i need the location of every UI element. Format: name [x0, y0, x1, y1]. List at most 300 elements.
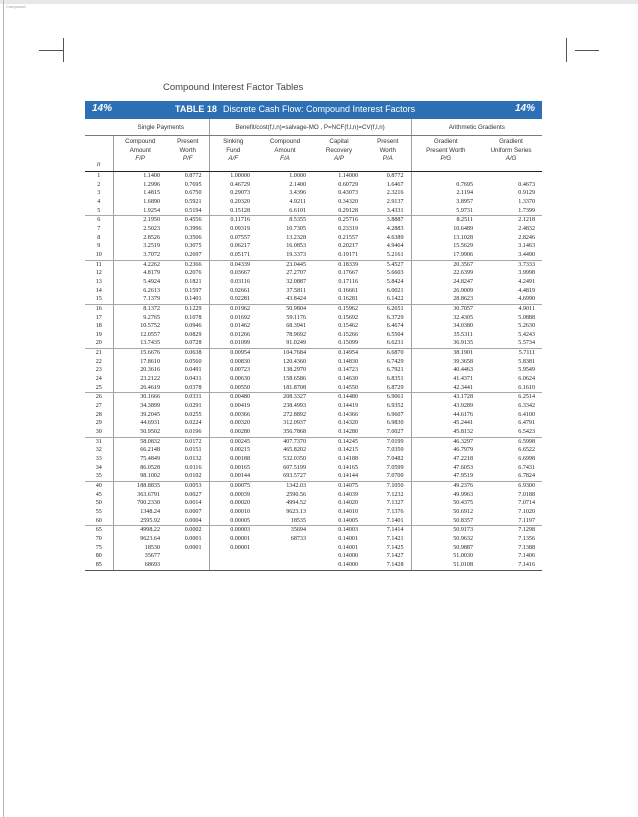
factor-cell: 356.7868	[257, 428, 313, 437]
factor-cell: 3.2519	[113, 242, 167, 251]
period-cell: 32	[95, 447, 102, 454]
factor-cell: 23.2122	[113, 375, 167, 384]
factor-cell: 0.09319	[209, 225, 257, 234]
period-cell: 11	[95, 261, 102, 268]
column-header	[167, 136, 209, 172]
factor-cell: 0.15266	[338, 331, 358, 338]
table-row	[85, 295, 542, 304]
factor-cell: 0.5194	[167, 207, 209, 216]
crop-mark	[39, 50, 63, 51]
factor-cell: 7.1197	[480, 517, 542, 526]
factor-cell: 0.01099	[209, 339, 257, 348]
factor-cell: 0.14550	[313, 384, 365, 393]
factor-cell: 0.14366	[338, 411, 358, 418]
table-row	[85, 544, 542, 553]
factor-cell: 0.0007	[184, 508, 202, 515]
factor-cell: 0.4556	[184, 217, 202, 224]
factor-cell: 0.05171	[209, 251, 257, 260]
factor-cell: 0.0014	[184, 500, 202, 507]
period-cell: 20	[85, 339, 113, 348]
factor-cell: 0.43073	[338, 190, 358, 197]
factor-cell: 9623.13	[286, 508, 306, 515]
factor-cell: 4.2491	[518, 278, 536, 285]
factor-cell: 0.0728	[167, 339, 209, 348]
period-cell: 55	[95, 508, 102, 515]
table-row	[85, 491, 542, 500]
factor-cell: 4.6990	[480, 295, 542, 304]
factor-cell: 7.1401	[365, 517, 411, 526]
column-header	[411, 136, 480, 172]
factor-cell: 7.1421	[386, 535, 404, 542]
column-header-sym: A/G	[505, 155, 517, 162]
factor-cell: 34.3899	[113, 402, 167, 411]
factor-cell: 7.1050	[386, 482, 404, 489]
column-header	[113, 136, 167, 172]
column-header-l2: Uniform Series	[490, 146, 532, 154]
column-header-sym: P/A	[382, 155, 393, 162]
factor-cell	[167, 552, 209, 561]
crop-mark	[63, 38, 64, 62]
group-header-gradient: Arithmetic Gradients	[411, 119, 542, 136]
factor-cell: 46.7979	[411, 446, 480, 455]
factor-cell: 0.14020	[338, 500, 358, 507]
column-header-l1: Present	[377, 138, 399, 145]
factor-cell: 7.1232	[386, 491, 404, 498]
factor-cell: 0.2366	[184, 261, 202, 268]
factor-cell: 2.5023	[113, 225, 167, 234]
factor-cell: 5.6603	[386, 270, 404, 277]
factor-cell: 0.0002	[184, 527, 202, 534]
factor-cell: 0.00165	[209, 464, 257, 473]
factor-cell: 0.1597	[184, 287, 202, 294]
column-header-l2: Fund	[226, 146, 241, 154]
factor-cell: 0.17667	[338, 270, 358, 277]
factor-cell: 19.3373	[257, 251, 313, 260]
factor-cell: 1.6890	[113, 198, 167, 207]
factor-cell: 0.0151	[184, 447, 202, 454]
factor-cell: 0.0491	[184, 367, 202, 374]
factor-cell: 50.6912	[411, 508, 480, 517]
factor-table	[85, 119, 542, 571]
factor-cell: 6.2514	[518, 394, 536, 401]
factor-cell: 4994.52	[286, 500, 306, 507]
table-row	[85, 278, 542, 287]
factor-cell: 7.1425	[386, 544, 404, 551]
factor-cell: 30.7057	[411, 304, 480, 313]
factor-cell: 45.8132	[411, 428, 480, 437]
factor-cell: 0.6750	[184, 190, 202, 197]
period-cell: 60	[85, 517, 113, 526]
factor-cell: 13.2328	[286, 234, 306, 241]
factor-cell: 0.18339	[338, 261, 358, 268]
factor-cell: 0.14419	[338, 403, 358, 410]
factor-cell: 0.07557	[209, 234, 257, 243]
factor-cell: 1.4815	[113, 189, 167, 198]
table-number: TABLE 18	[175, 104, 217, 114]
period-cell: 28	[95, 411, 102, 418]
column-header	[365, 136, 411, 172]
factor-cell: 2.8246	[518, 234, 536, 241]
period-cell: 14	[95, 287, 102, 294]
factor-cell: 0.14000	[338, 553, 358, 560]
period-cell: 45	[95, 491, 102, 498]
factor-cell: 4.8179	[113, 269, 167, 278]
factor-cell: 6.4100	[518, 411, 536, 418]
table-row	[85, 428, 542, 437]
table-row	[85, 384, 542, 393]
column-header-sym: F/P	[135, 155, 146, 162]
factor-cell: 3.8957	[411, 198, 480, 207]
column-header-l2: Amount	[129, 146, 151, 154]
period-cell: 2	[97, 181, 101, 188]
table-row	[85, 349, 542, 358]
factor-cell: 10.6489	[411, 225, 480, 234]
table-name: Discrete Cash Flow: Compound Interest Factors	[223, 104, 416, 114]
column-header-sym: P/F	[182, 155, 193, 162]
factor-cell: 5.4924	[113, 278, 167, 287]
factor-cell: 4.9211	[289, 198, 306, 205]
period-cell: 4	[97, 198, 101, 205]
top-crop-band	[0, 0, 638, 4]
factor-cell: 0.23319	[338, 225, 358, 232]
factor-cell: 158.6586	[283, 376, 306, 383]
factor-cell: 4.9464	[386, 243, 404, 250]
factor-cell: 7.1416	[480, 561, 542, 570]
factor-cell: 15.5629	[411, 242, 480, 251]
factor-cell: 68.3941	[286, 323, 306, 330]
column-header	[209, 136, 257, 172]
factor-cell: 0.00003	[209, 526, 257, 535]
factor-cell: 0.00039	[209, 491, 257, 500]
factor-cell: 0.0829	[184, 331, 202, 338]
factor-cell: 42.3441	[411, 384, 480, 393]
factor-cell: 0.29073	[209, 189, 257, 198]
factor-cell: 0.15099	[313, 339, 365, 348]
factor-cell: 0.3506	[184, 234, 202, 241]
factor-cell: 0.0331	[184, 394, 202, 401]
factor-cell: 49.9963	[411, 491, 480, 500]
column-header-l2: Amount	[274, 146, 296, 154]
factor-cell: 7.1388	[518, 544, 536, 551]
factor-cell: 6.6522	[518, 447, 536, 454]
factor-cell: 34.0380	[411, 322, 480, 331]
factor-cell: 0.14954	[338, 350, 358, 357]
table-row	[85, 402, 542, 411]
column-header-l2: Present Worth	[426, 146, 466, 154]
factor-cell: 2.4832	[518, 225, 536, 232]
period-cell: 12	[95, 270, 102, 277]
factor-cell: 532.0350	[283, 456, 306, 462]
factor-cell: 6.9061	[386, 394, 404, 401]
table-row	[85, 535, 542, 544]
factor-cell: 0.14001	[338, 544, 358, 551]
factor-cell: 0.00005	[209, 517, 257, 526]
factor-cell: 7.1356	[518, 535, 536, 542]
group-header-uniform: Benefit/cost(f,l,n)=salvage-MO , P=NCF(f,l,n)=CV(f,l,n)	[209, 119, 411, 136]
factor-cell: 5.9731	[411, 207, 480, 216]
factor-cell: 6.2613	[113, 287, 167, 296]
column-header-sym: P/G	[440, 155, 452, 162]
factor-cell: 39.2045	[113, 411, 167, 420]
factor-cell: 7.1298	[518, 527, 536, 534]
table-row	[85, 225, 542, 234]
factor-cell: 1.3370	[518, 198, 536, 205]
table-body	[85, 172, 542, 571]
factor-cell: 3.7072	[113, 251, 167, 260]
factor-cell: 5.0888	[518, 314, 536, 321]
column-header-sym: A/P	[334, 155, 344, 162]
factor-cell: 5.2630	[518, 323, 536, 330]
factor-cell: 6.6870	[386, 350, 404, 357]
factor-cell: 13.1028	[411, 234, 480, 243]
factor-cell: 0.2697	[167, 251, 209, 260]
factor-cell: 7.0199	[386, 438, 404, 445]
period-cell: 18	[95, 323, 102, 330]
factor-cell: 0.25716	[338, 217, 358, 224]
factor-cell: 18530	[113, 544, 167, 553]
period-cell: 27	[95, 403, 102, 410]
factor-cell: 0.0053	[184, 482, 202, 489]
factor-cell: 0.16661	[338, 287, 358, 294]
factor-cell: 58.0832	[113, 437, 167, 446]
factor-cell: 98.1002	[113, 472, 167, 481]
factor-cell: 272.8892	[283, 411, 306, 418]
factor-cell: 4.2262	[113, 260, 167, 269]
factor-cell: 3.9998	[518, 270, 536, 277]
factor-cell: 6.6998	[518, 456, 536, 462]
factor-cell: 6.7431	[518, 464, 536, 471]
factor-cell: 2.8526	[113, 234, 167, 243]
factor-cell: 6.8729	[365, 384, 411, 393]
factor-cell: 7.0350	[386, 447, 404, 454]
factor-cell: 700.2330	[113, 499, 167, 508]
factor-cell: 0.14165	[338, 464, 358, 471]
factor-cell: 4.4819	[518, 287, 536, 294]
interest-factor-table	[85, 101, 542, 571]
factor-cell: 0.00215	[209, 446, 257, 455]
left-frame-line	[3, 0, 4, 817]
column-header-row	[85, 136, 542, 172]
table-row	[85, 331, 542, 340]
factor-cell: 5.8381	[518, 358, 536, 365]
factor-cell: 7.1427	[386, 553, 404, 560]
table-row	[85, 552, 542, 561]
factor-cell: 0.00075	[209, 481, 257, 490]
period-cell: 21	[95, 350, 102, 357]
factor-cell: 693.5727	[257, 472, 313, 481]
factor-cell: 0.9129	[518, 190, 536, 197]
factor-cell: 12.0557	[113, 331, 167, 340]
table-row	[85, 304, 542, 313]
factor-cell: 3.8887	[386, 217, 404, 224]
factor-cell: 24.8247	[411, 278, 480, 287]
factor-cell: 7.1020	[518, 508, 536, 515]
factor-cell: 3.4396	[289, 190, 306, 197]
page-title: Compound Interest Factor Tables	[163, 82, 304, 93]
period-cell: 33	[95, 456, 102, 462]
group-header-n	[85, 119, 113, 136]
factor-cell: 1342.03	[286, 482, 306, 489]
factor-cell: 0.1078	[184, 314, 202, 321]
rate-right: 14%	[514, 103, 535, 114]
factor-cell: 17.8610	[113, 358, 167, 367]
factor-cell: 5.4243	[518, 331, 536, 338]
factor-cell: 0.0638	[184, 350, 202, 357]
factor-cell: 0.0027	[184, 491, 202, 498]
factor-cell: 32.0887	[286, 278, 306, 285]
period-cell: 35	[85, 472, 113, 481]
factor-cell: 3.1463	[518, 243, 536, 250]
factor-cell: 0.0172	[184, 438, 202, 445]
period-cell: 7	[97, 225, 101, 232]
factor-cell: 0.00280	[209, 428, 257, 437]
factor-cell: 43.8424	[257, 295, 313, 304]
factor-cell: 0.0255	[184, 411, 202, 418]
period-cell: 19	[95, 331, 102, 338]
table-row	[85, 437, 542, 446]
factor-cell: 2.1194	[411, 189, 480, 198]
factor-cell: 7.1376	[386, 508, 404, 515]
factor-cell: 39.3658	[411, 358, 480, 367]
factor-cell: 18535	[257, 517, 313, 526]
factor-cell: 0.0001	[184, 535, 202, 542]
period-cell: 3	[97, 190, 101, 197]
factor-cell: 7.0482	[386, 456, 404, 462]
factor-cell: 4998.22	[113, 526, 167, 535]
factor-cell: 1.0000	[289, 173, 306, 179]
column-header-l1: Compound	[269, 138, 301, 145]
period-cell: 10	[85, 251, 113, 260]
factor-cell: 0.15692	[338, 314, 358, 321]
column-header-l1: Compound	[125, 138, 156, 145]
factor-cell: 1.9254	[113, 207, 167, 216]
period-cell: 70	[95, 535, 102, 542]
factor-cell: 7.1379	[113, 295, 167, 304]
table-row	[85, 561, 542, 570]
factor-cell: 47.6053	[411, 464, 480, 473]
factor-cell: 0.8772	[386, 173, 404, 179]
period-cell: 5	[85, 207, 113, 216]
period-cell: 25	[85, 384, 113, 393]
factor-cell: 5.2161	[365, 251, 411, 260]
factor-cell: 0.14010	[338, 508, 358, 515]
factor-cell: 6.9300	[518, 482, 536, 489]
factor-cell: 0.0196	[167, 428, 209, 437]
factor-cell: 181.8708	[257, 384, 313, 393]
table-row	[85, 499, 542, 508]
factor-cell: 32.4305	[411, 314, 480, 323]
factor-cell: 50.9502	[113, 428, 167, 437]
factor-cell: 7.1327	[386, 500, 404, 507]
factor-cell: 0.0004	[167, 517, 209, 526]
factor-cell: 75.4849	[113, 455, 167, 464]
column-header-l1: Present	[177, 138, 199, 145]
table-row	[85, 189, 542, 198]
factor-cell: 0.3996	[184, 225, 202, 232]
factor-cell: 7.1406	[518, 553, 536, 560]
factor-cell: 0.01962	[209, 304, 257, 313]
factor-cell: 0.00630	[209, 375, 257, 384]
factor-cell: 6.4791	[518, 420, 536, 427]
factor-cell: 6.8351	[386, 376, 404, 383]
factor-cell: 2.1400	[289, 181, 306, 188]
factor-cell: 0.14245	[338, 438, 358, 445]
factor-cell: 6.6101	[257, 207, 313, 216]
factor-cell: 188.8835	[113, 481, 167, 490]
factor-cell: 5.4527	[386, 261, 404, 268]
factor-cell: 6.0624	[518, 376, 536, 383]
factor-cell: 6.9352	[386, 403, 404, 410]
factor-cell: 0.0102	[167, 472, 209, 481]
factor-cell	[167, 561, 209, 570]
table-row	[85, 339, 542, 348]
factor-cell: 312.0937	[283, 420, 306, 427]
factor-cell: 607.5199	[283, 464, 306, 471]
factor-cell: 41.4371	[411, 375, 480, 384]
column-header-sym: n	[97, 160, 101, 168]
factor-cell: 47.9519	[411, 472, 480, 481]
factor-cell: 15.6676	[113, 349, 167, 358]
table-row	[85, 269, 542, 278]
factor-cell: 0.15128	[209, 207, 257, 216]
factor-cell: 5.9549	[518, 367, 536, 374]
factor-cell: 0.21557	[338, 234, 358, 241]
factor-cell: 0.0116	[184, 464, 202, 471]
factor-cell: 0.1401	[167, 295, 209, 304]
table-row	[85, 198, 542, 207]
column-header-l2: Worth	[379, 146, 396, 154]
factor-cell: 50.9173	[411, 526, 480, 535]
table-row	[85, 481, 542, 490]
factor-cell: 35694	[290, 527, 306, 534]
factor-cell: 0.02281	[209, 295, 257, 304]
factor-cell: 35.5311	[411, 331, 480, 340]
factor-cell: 5.8424	[386, 278, 404, 285]
factor-cell: 10.5752	[113, 322, 167, 331]
factor-cell: 0.0132	[184, 456, 202, 462]
period-cell: 75	[95, 544, 102, 551]
factor-cell: 0.14003	[338, 527, 358, 534]
factor-cell: 13.7435	[113, 339, 167, 348]
factor-cell: 68693	[113, 561, 167, 570]
column-header-l1: Gradient	[499, 138, 523, 145]
table-row	[85, 375, 542, 384]
factor-cell: 0.15462	[338, 323, 358, 330]
factor-cell: 5.7111	[518, 350, 536, 357]
column-header-l2: Recovery	[325, 146, 353, 154]
factor-cell: 0.00144	[209, 472, 257, 481]
factor-cell: 0.14000	[313, 561, 365, 570]
factor-cell: 0.14075	[338, 482, 358, 489]
group-header-single: Single Payments	[113, 119, 209, 136]
factor-cell: 30.1666	[113, 393, 167, 402]
factor-cell: 0.60729	[338, 181, 358, 188]
table-row	[85, 411, 542, 420]
factor-cell: 35677	[113, 552, 167, 561]
period-cell: 9	[97, 243, 101, 250]
factor-cell: 0.8772	[184, 173, 202, 179]
factor-cell: 0.15962	[338, 305, 358, 312]
factor-cell: 0.14723	[338, 367, 358, 374]
period-cell: 13	[95, 278, 102, 285]
factor-cell: 0.03667	[209, 269, 257, 278]
factor-cell: 7.0027	[365, 428, 411, 437]
period-cell: 80	[95, 553, 102, 560]
factor-cell: 0.00320	[209, 419, 257, 428]
period-cell: 31	[95, 438, 102, 445]
factor-cell: 0.02661	[209, 287, 257, 296]
factor-cell: 0.00188	[209, 455, 257, 464]
